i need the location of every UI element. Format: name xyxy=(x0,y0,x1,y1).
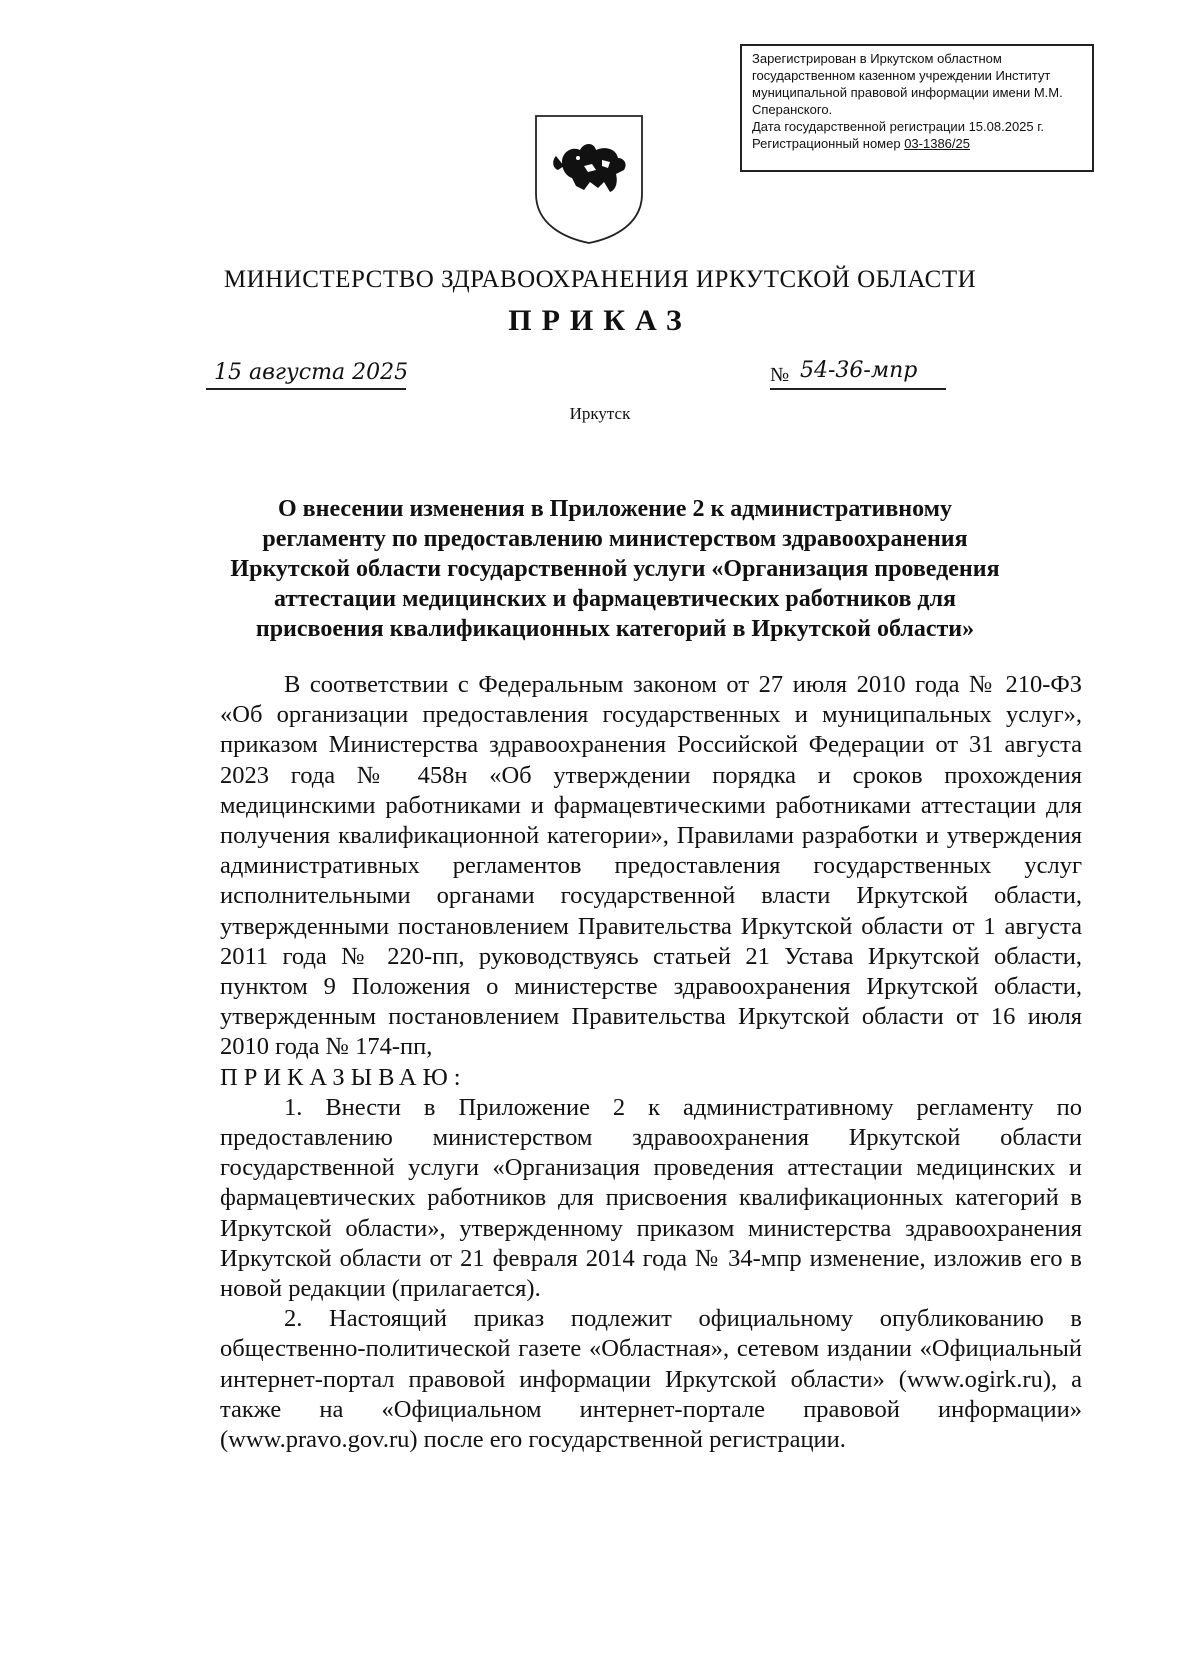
registration-line-1: Зарегистрирован в Иркутском областном xyxy=(752,51,1002,66)
order-item-1: 1. Внести в Приложение 2 к административному регламенту по предоставлению министерством здравоохранения Иркутской области государственной услуги «Организация проведения аттестации медицинских и фармацевтических работников для присвоения квалификационных категорий в Иркутской области», утвержденному приказом министерства здравоохранения Иркутской области от 21 февраля 2014 года № 34-мпр изменение, изложив его в новой редакции (прилагается). xyxy=(220,1093,1082,1303)
order-item-2: 2. Настоящий приказ подлежит официальному опубликованию в общественно-политической газете «Областная», сетевом издании «Официальный интернет-портал правовой информации Иркутской области» (www.ogirk.ru), а также на «Официальном интернет-портале правовой информации» (www.pravo.gov.ru) после его государственной регистрации. xyxy=(220,1305,1082,1454)
document-body xyxy=(220,670,1082,1455)
handwritten-date: 15 августа 2025 xyxy=(214,360,409,385)
city: Иркутск xyxy=(569,404,631,423)
preamble-paragraph: В соответствии с Федеральным законом от 27 июля 2010 года № 210-ФЗ «Об организации предоставления государственных и муниципальных услуг», приказом Министерства здравоохранения Российской Федерации от 31 августа 2023 года № 458н «Об утверждении порядка и сроков прохождения медицинскими работниками и фармацевтическими работниками аттестации для получения квалификационной категории», Правилами разработки и утверждения административных регламентов предоставления государственных услуг исполнительными органами государственной власти Иркутской области, утвержденными постановлением Правительства Иркутской области от 1 августа 2011 года № 220-пп, руководствуясь статьей 21 Устава Иркутской области, пунктом 9 Положения о министерстве здравоохранения Иркутской области, утвержденным постановлением Правительства Иркутской области от 16 июля 2010 года № 174-пп, xyxy=(220,671,1082,1061)
registration-line-4: Сперанского. xyxy=(752,102,833,117)
irkutsk-coat-of-arms-icon xyxy=(532,112,646,246)
registration-date-label: Дата государственной регистрации xyxy=(752,119,965,134)
registration-stamp xyxy=(740,44,1094,172)
registration-date xyxy=(752,118,1082,135)
registration-line-2: государственном казенном учреждении Институт xyxy=(752,68,1051,83)
document-subject xyxy=(200,494,1030,644)
registration-line-3: муниципальной правовой информации имени М.М. xyxy=(752,85,1063,100)
registration-number-value: 03-1386/25 xyxy=(904,136,970,151)
order-word: ПРИКАЗЫВАЮ: xyxy=(220,1063,467,1091)
document-type: ПРИКАЗ xyxy=(508,304,692,337)
subject-line-5: присвоения квалификационных категорий в Иркутской области» xyxy=(255,616,975,642)
ministry-name: МИНИСТЕРСТВО ЗДРАВООХРАНЕНИЯ ИРКУТСКОЙ ОБЛАСТИ xyxy=(223,266,977,293)
subject-line-3: Иркутской области государственной услуги «Организация проведения xyxy=(230,556,1000,582)
date-underline xyxy=(206,388,406,390)
handwritten-number: 54-36-мпр xyxy=(800,358,918,383)
registration-number xyxy=(752,135,1082,152)
registration-date-value: 15.08.2025 г. xyxy=(968,119,1045,134)
subject-line-4: аттестации медицинских и фармацевтических работников для xyxy=(273,586,957,612)
registration-number-label: Регистрационный номер xyxy=(752,136,901,151)
number-underline xyxy=(770,388,946,390)
subject-line-1: О внесении изменения в Приложение 2 к административному xyxy=(277,496,952,522)
subject-line-2: регламенту по предоставлению министерством здравоохранения xyxy=(262,526,968,552)
number-prefix: № xyxy=(770,364,790,386)
